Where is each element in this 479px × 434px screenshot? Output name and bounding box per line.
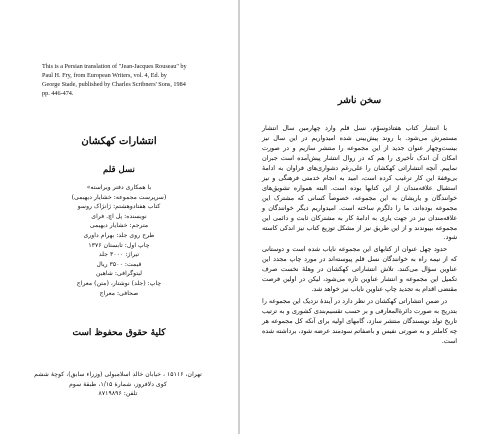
left-page [0,0,238,434]
credit-line: قیمت: ۳۵۰۰ ریال [96,260,142,268]
credit-line: (سرپرست مجموعه: خشایار دیهیمی) [71,193,167,201]
credit-line: لیتوگرافی: شاهین [96,270,142,278]
translation-note-line: This is a Persian translation of "Jean-Jacques Rouseau" by [42,63,187,70]
paragraph: با انتشار کتاب هفتادوسوّم، نسل قلم وارد چهارمین سال انتشار مستمرش می‌شود. با روند پیش‌بینی شده امیدواریم در این سال نیز بیست‌وچهار عنوان جدید از این مجموعه را منتشر سازیم و در صورت امکان آن اندک تأخیری را هم که در روال انتشار پیش‌آمده است جبران نماییم. آنچه انتشاراتی کهکشان را علی‌رغم دشواری‌های فراوان به ادامهٔ بی‌وقفهٔ این کار ترغیب کرده است، امید به انجام خدمتی فرهنگی و نیز استقبال علاقه‌مندان از این کتابها بوده است. البته همواره تشویق‌های خوانندگان و یاریشان به این مجموعه، خصوصاً کسانی که مشترک این مجموعه بوده‌اند، ما را دلگرم ساخته است. امیدواریم دیگر خوانندگان و علاقه‌مندان نیز در جهت یاری به ادامهٔ کار به مشترکان ثابت و دائمی این مجموعه بپیوندند و از این طریق نیز از مشکل توزیع کتاب نیز اندکی کاسته شود. [262,125,457,242]
translation-note-line: George Stade, published by Charles Scribners' Sons, 1984 [42,81,186,88]
credit-line: طرح روی جلد: بهرام داوری [83,231,155,239]
right-page [240,0,479,434]
paragraph: حدود چهل عنوان از کتابهای این مجموعه نایاب شده است و دوستانی که از نیمه راه به خوانندگان نسل قلم پیوسته‌اند در مورد چاپ مجدد این عناوین سؤال می‌کنند. تلاش انتشاراتی کهکشان در وهلهٔ نخست صرف تکمیل این مجموعه و انتشار عناوین تازه می‌شود، لیکن در اولین فرصت مقتضی اقدام به تجدید چاپ عناوین نایاب نیز خواهد شد. [262,246,457,294]
credit-line: با همکاری دفتر ویراسته» [86,184,152,191]
publisher-title: انتشارات کهکشان [81,136,157,147]
rights-notice: کلیهٔ حقوق محفوظ است [72,328,166,338]
translation-note-line: Paul H. Fry, from European Writers, vol. 4, Ed. by [42,72,167,79]
translation-note [42,62,192,98]
publisher-note-heading: سخن ناشر [337,95,382,106]
book-title: نسل قلم [103,165,135,175]
credits-block [60,183,178,298]
credit-line: نویسنده: پل اچ. فرای [91,212,147,220]
credit-line: صحافی: معراج [99,289,139,297]
credit-line: کتاب هفتادوهشتم: ژانژاک روسو [77,203,161,211]
credit-line: تیراژ: ۳۰۰۰ جلد [98,251,140,259]
address-line: تهران، ۱۵۱۱۶ ، خیابان خالد اسلامبولی (وزراء سابق)، کوچهٔ ششم [34,371,202,378]
address-line: کوی دلافروز، شمارهٔ ۱/۱۵، طبقهٔ سوم [69,380,167,388]
phone-line: تلفن: ۸۷۱۹۸۹۶ [98,390,138,398]
credit-line: چاپ اول: تابستان ۱۳۷۶ [88,241,150,249]
publisher-note-body [262,124,457,349]
translation-note-line: pp. 446-474. [42,90,74,97]
paragraph: در ضمن انتشاراتی کهکشان در نظر دارد در آیندهٔ نزدیک این مجموعه را بتدریج به صورت دائرةالمعارفی و بر حسب تقسیم‌بندی کشوری و به ترتیب تاریخ تولد نویسندگان منتشر سازد، گامهای اولیه برای آنکه کل مجموعه هر چه کاملتر و به صورتی نفیس و باصفا‌تم سودمند عرضه شود، برداشته شده است. [262,298,457,346]
publisher-address [28,370,208,399]
credit-line: مترجم: خشایار دیهیمی [89,222,149,230]
credit-line: چاپ: (جلد) نوشتار، (متن) معراج [76,279,162,287]
